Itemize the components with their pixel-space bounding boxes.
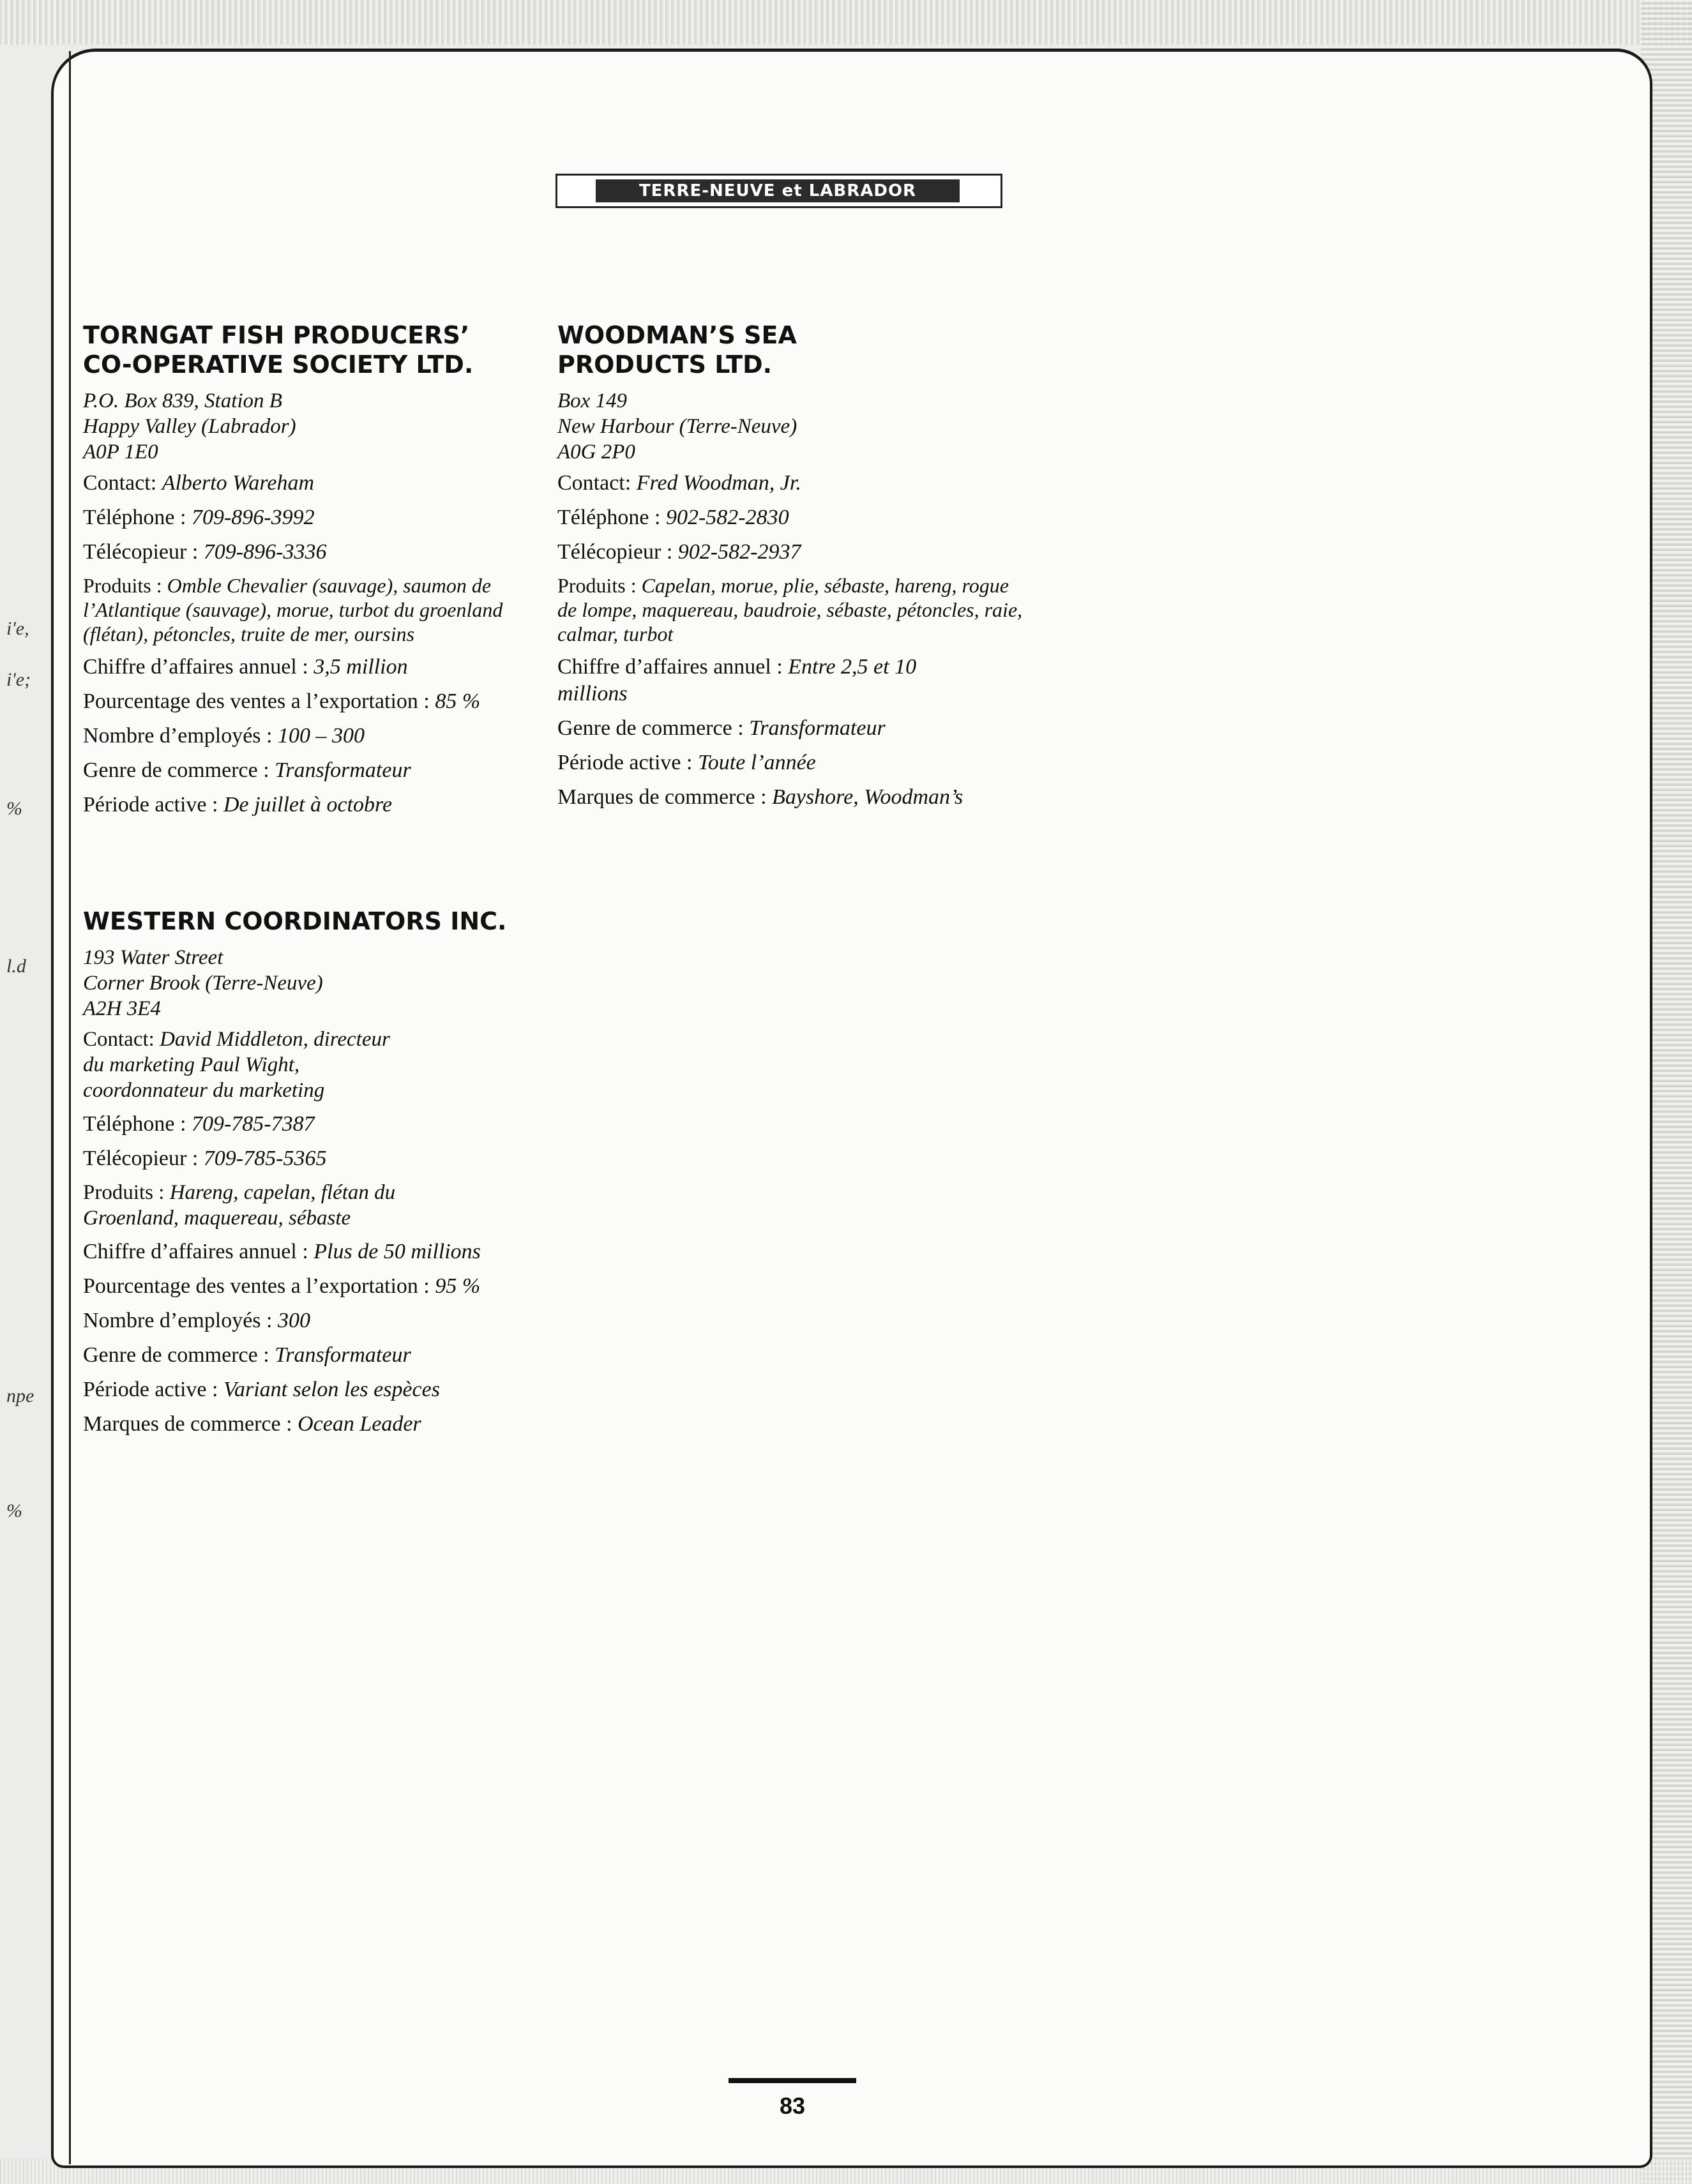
field-revenue xyxy=(83,1239,568,1265)
address-line: 193 Water Street xyxy=(83,946,223,969)
field-contact xyxy=(83,1027,415,1103)
binding-line xyxy=(69,51,71,2164)
field-value: 100 – 300 xyxy=(278,724,365,748)
field-label: Marques de commerce : xyxy=(557,785,773,809)
field-value: 85 % xyxy=(435,689,481,713)
entry-title-line2: PRODUCTS LTD. xyxy=(557,350,773,379)
region-header-label: TERRE-NEUVE et LABRADOR xyxy=(596,179,960,202)
field-value: Hareng, capelan, flétan du Groenland, maquereau, sébaste xyxy=(83,1181,396,1230)
field-label: Produits : xyxy=(83,1181,170,1204)
margin-fragment: % xyxy=(6,1500,22,1521)
field-business-type xyxy=(83,757,568,784)
field-label: Genre de commerce : xyxy=(83,758,275,782)
field-label: Contact: xyxy=(83,471,162,495)
entry-title-line2: CO-OPERATIVE SOCIETY LTD. xyxy=(83,350,474,379)
field-contact xyxy=(83,470,568,497)
field-revenue xyxy=(557,654,940,707)
field-label: Télécopieur : xyxy=(83,540,204,564)
field-employees xyxy=(83,1307,568,1334)
field-value: Fred Woodman, Jr. xyxy=(636,471,801,495)
field-value: 3,5 million xyxy=(313,655,408,679)
field-label: Télécopieur : xyxy=(557,540,678,564)
field-label: Téléphone : xyxy=(83,1112,192,1136)
margin-fragment: l.d xyxy=(6,956,26,977)
field-label: Pourcentage des ventes a l’exportation : xyxy=(83,1274,435,1298)
field-label: Genre de commerce : xyxy=(83,1343,275,1367)
field-season xyxy=(83,1376,568,1403)
field-fax xyxy=(83,539,568,566)
field-value: 95 % xyxy=(435,1274,481,1298)
field-value: 300 xyxy=(278,1309,310,1332)
field-label: Télécopieur : xyxy=(83,1147,204,1170)
field-value: 709-785-7387 xyxy=(191,1112,315,1136)
field-season xyxy=(557,749,1043,776)
field-label: Contact: xyxy=(557,471,637,495)
margin-fragment: npe xyxy=(6,1385,34,1406)
field-label: Chiffre d’affaires annuel : xyxy=(83,1240,314,1263)
field-value: 902-582-2830 xyxy=(665,506,789,529)
field-brands xyxy=(557,784,1043,811)
field-employees xyxy=(83,723,568,749)
margin-fragment: i'e; xyxy=(6,669,31,690)
field-products xyxy=(557,573,1030,646)
field-contact xyxy=(557,470,1043,497)
field-value: Bayshore, Woodman’s xyxy=(772,785,963,809)
field-value: Plus de 50 millions xyxy=(313,1240,481,1263)
field-label: Genre de commerce : xyxy=(557,716,750,740)
field-label: Marques de commerce : xyxy=(83,1412,298,1436)
entry-address xyxy=(83,945,568,1021)
field-revenue xyxy=(83,654,568,681)
field-value: De juillet à octobre xyxy=(223,793,393,817)
entry-title-line1: WOODMAN’S SEA xyxy=(557,321,797,349)
entry-torngat xyxy=(83,320,568,826)
address-line: A2H 3E4 xyxy=(83,997,161,1020)
field-value: Toute l’année xyxy=(697,751,816,774)
page-number-rule xyxy=(729,2078,856,2083)
field-label: Téléphone : xyxy=(83,506,192,529)
field-label: Nombre d’employés : xyxy=(83,724,278,748)
field-business-type xyxy=(557,715,1043,742)
address-line: Box 149 xyxy=(557,389,628,412)
entry-title-line1: TORNGAT FISH PRODUCERS’ xyxy=(83,321,470,349)
field-fax xyxy=(557,539,1043,566)
field-label: Contact: xyxy=(83,1028,160,1051)
field-export xyxy=(83,688,568,715)
field-value: Variant selon les espèces xyxy=(223,1378,440,1401)
field-fax xyxy=(83,1145,568,1172)
address-line: New Harbour (Terre-Neuve) xyxy=(557,415,797,438)
field-value: Entre 2,5 et 10 millions xyxy=(557,655,917,705)
field-label: Pourcentage des ventes a l’exportation : xyxy=(83,689,435,713)
field-value: Transformateur xyxy=(275,1343,411,1367)
entry-address xyxy=(83,388,568,465)
field-export xyxy=(83,1273,568,1300)
address-line: Happy Valley (Labrador) xyxy=(83,415,296,438)
region-header xyxy=(555,174,1002,208)
field-value: Transformateur xyxy=(275,758,411,782)
field-label: Chiffre d’affaires annuel : xyxy=(557,655,789,679)
field-label: Produits : xyxy=(557,574,642,597)
entry-western xyxy=(83,907,568,1445)
field-phone xyxy=(83,504,568,531)
address-line: A0P 1E0 xyxy=(83,441,158,463)
field-products xyxy=(83,1180,441,1231)
field-label: Période active : xyxy=(83,793,223,817)
page-number: 83 xyxy=(779,2093,806,2119)
field-value: Transformateur xyxy=(749,716,886,740)
margin-fragment: i'e, xyxy=(6,618,29,639)
field-value: 709-896-3992 xyxy=(191,506,315,529)
address-line: Corner Brook (Terre-Neuve) xyxy=(83,972,323,995)
field-value: Omble Chevalier (sauvage), saumon de l’Atlantique (sauvage), morue, turbot du groenland (flétan), pétoncles, truite de mer, oursins xyxy=(83,574,503,645)
address-line: A0G 2P0 xyxy=(557,441,635,463)
field-label: Chiffre d’affaires annuel : xyxy=(83,655,314,679)
field-value: David Middleton, directeur du marketing Paul Wight, coordonnateur du marketing xyxy=(83,1028,390,1102)
field-value: Capelan, morue, plie, sébaste, hareng, rogue de lompe, maquereau, baudroie, sébaste, pétoncles, raie, calmar, turbot xyxy=(557,574,1023,645)
field-value: Alberto Wareham xyxy=(162,471,315,495)
field-value: 709-896-3336 xyxy=(203,540,327,564)
entry-address xyxy=(557,388,1043,465)
field-label: Téléphone : xyxy=(557,506,666,529)
field-label: Période active : xyxy=(557,751,698,774)
field-label: Produits : xyxy=(83,574,167,597)
entry-title xyxy=(83,320,568,379)
field-business-type xyxy=(83,1342,568,1369)
field-season xyxy=(83,792,568,818)
field-value: 709-785-5365 xyxy=(203,1147,327,1170)
field-brands xyxy=(83,1411,568,1438)
scan-noise-top xyxy=(0,0,1692,45)
field-label: Nombre d’employés : xyxy=(83,1309,278,1332)
entry-title-line1: WESTERN COORDINATORS INC. xyxy=(83,907,507,935)
address-line: P.O. Box 839, Station B xyxy=(83,389,282,412)
entry-title xyxy=(557,320,1043,379)
field-products xyxy=(83,573,568,646)
field-phone xyxy=(83,1111,568,1138)
margin-fragment: % xyxy=(6,798,22,819)
field-value: Ocean Leader xyxy=(298,1412,421,1436)
field-label: Période active : xyxy=(83,1378,223,1401)
field-phone xyxy=(557,504,1043,531)
entry-woodmans xyxy=(557,320,1043,818)
entry-title xyxy=(83,907,568,936)
field-value: 902-582-2937 xyxy=(677,540,801,564)
